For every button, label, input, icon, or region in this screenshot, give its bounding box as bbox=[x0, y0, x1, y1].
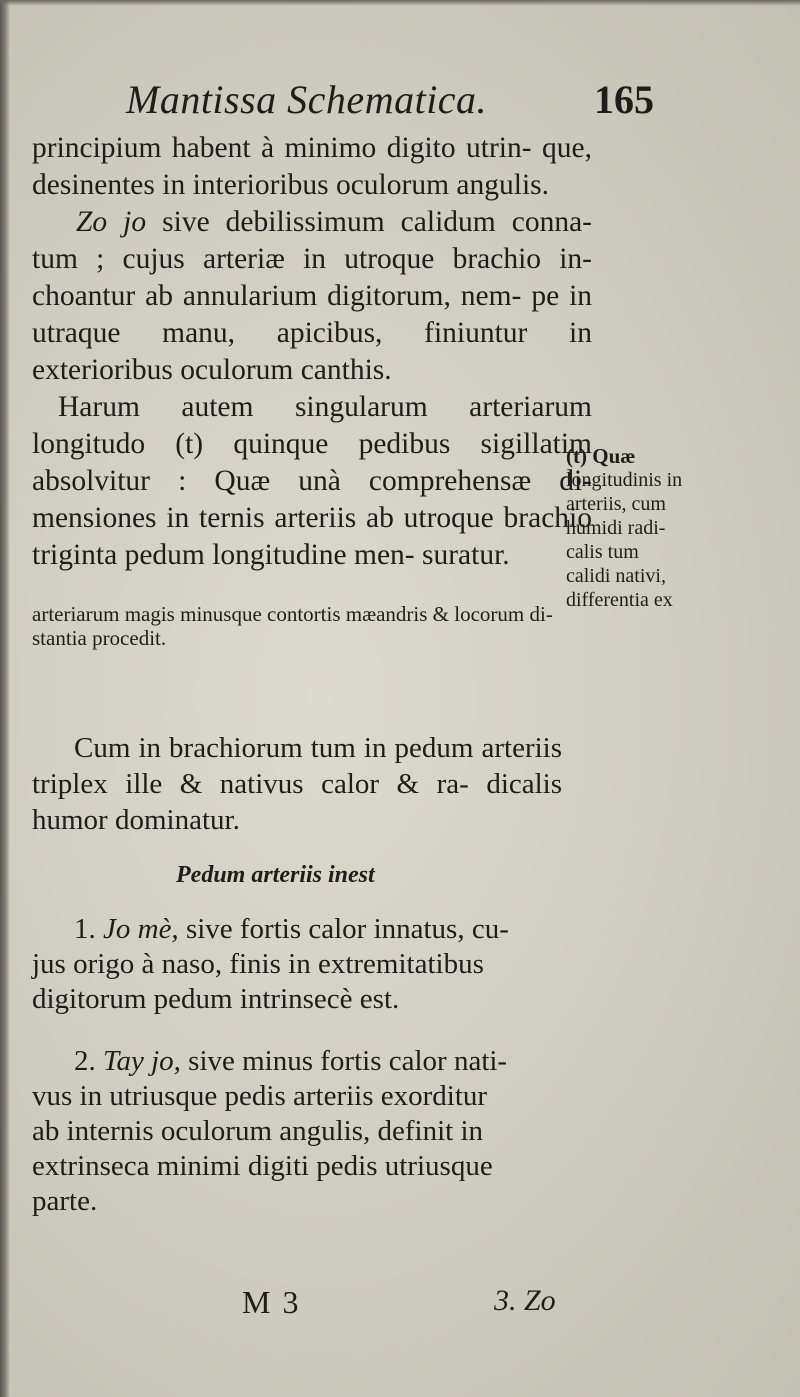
text-line: ab internis oculorum angulis, definit in bbox=[32, 1115, 484, 1147]
footnote-line: arteriarum magis minusque contortis mæandris & locorum di- bbox=[32, 602, 553, 626]
margin-note-line: (t) Quæ bbox=[566, 444, 636, 468]
margin-note-line: differentia ex bbox=[566, 589, 673, 611]
signature-mark: M 3 bbox=[242, 1284, 301, 1320]
footnote-line: stantia procedit. bbox=[32, 626, 167, 650]
text-line: choantur ab annularium digitorum, nem- bbox=[32, 280, 522, 312]
text-line: vus in utriusque pedis arteriis exorditur bbox=[32, 1080, 488, 1112]
paragraph-3 bbox=[32, 389, 592, 574]
item-number: 1. bbox=[74, 913, 96, 945]
text-line: arteriis triplex ille & nativus calor & ra- bbox=[32, 732, 562, 800]
text-line: angulis. bbox=[456, 169, 549, 201]
text-line: que, desinentes in interioribus oculorum bbox=[32, 132, 593, 201]
numbered-item-1 bbox=[32, 912, 572, 1017]
page-binding-edge bbox=[0, 0, 10, 1397]
page-header bbox=[126, 76, 686, 126]
catchword: 3. Zo bbox=[494, 1284, 556, 1317]
item-first-line bbox=[32, 912, 572, 947]
section-subheading: Pedum arteriis inest bbox=[176, 862, 375, 888]
text-line: jus origo à naso, finis in extremitatibus bbox=[32, 948, 484, 980]
margin-note-line: calis tum bbox=[566, 541, 639, 563]
footnote-continuation bbox=[32, 602, 752, 650]
margin-note-line: calidi nativi, bbox=[566, 565, 666, 587]
item-text: sive minus fortis calor nati- bbox=[180, 1045, 508, 1077]
text-line: parte. bbox=[32, 1185, 98, 1217]
margin-note-line: arteriis, cum bbox=[566, 493, 666, 515]
text-line: pe in utraque manu, apicibus, finiuntur bbox=[32, 280, 593, 349]
text-line: brachio triginta pedum longitudine men- bbox=[32, 502, 593, 571]
text-line: extrinseca minimi digiti pedis utriusque bbox=[32, 1150, 493, 1182]
margin-note-line: humidi radi- bbox=[566, 517, 666, 539]
text-line: digitorum pedum intrinsecè est. bbox=[32, 983, 400, 1015]
main-text bbox=[32, 130, 592, 574]
text-line: principium habent à minimo digito utrin- bbox=[32, 132, 532, 164]
text-line: in exterioribus oculorum canthis. bbox=[32, 317, 592, 386]
text-line: Cum in brachiorum tum in pedum bbox=[74, 732, 474, 764]
text-line: suratur. bbox=[421, 539, 510, 571]
paragraph-2 bbox=[32, 204, 592, 389]
text-line: tum ; cujus arteriæ in utroque brachio in- bbox=[32, 243, 592, 275]
margin-note-line: longitudinis in bbox=[566, 469, 683, 491]
numbered-item-2 bbox=[32, 1044, 572, 1219]
paragraph-4 bbox=[32, 730, 562, 838]
running-title: Mantissa Schematica. bbox=[126, 77, 488, 122]
paragraph-4-text bbox=[32, 730, 562, 838]
item-number: 2. bbox=[74, 1045, 96, 1077]
page-number: 165 bbox=[594, 77, 654, 122]
text-line: absolvitur : Quæ unà comprehensæ di- bbox=[32, 465, 592, 497]
text-line: dicalis humor dominatur. bbox=[32, 768, 563, 836]
text-line: longitudo (t) quinque pedibus sigillatim bbox=[32, 428, 592, 460]
item-text: sive fortis calor innatus, cu- bbox=[178, 913, 509, 945]
text-line: mensiones in ternis arteriis ab utroque bbox=[32, 502, 494, 534]
page-top-edge bbox=[0, 0, 800, 6]
item-term: Jo mè, bbox=[103, 913, 179, 945]
term-italic: Zo jo bbox=[76, 206, 147, 238]
item-first-line bbox=[32, 1044, 572, 1079]
text-line: Harum autem singularum arteriarum bbox=[58, 391, 592, 423]
margin-note bbox=[566, 444, 744, 612]
paragraph-1 bbox=[32, 130, 592, 204]
text-line: sive debilissimum calidum conna- bbox=[146, 206, 592, 238]
item-term: Tay jo, bbox=[103, 1045, 181, 1077]
